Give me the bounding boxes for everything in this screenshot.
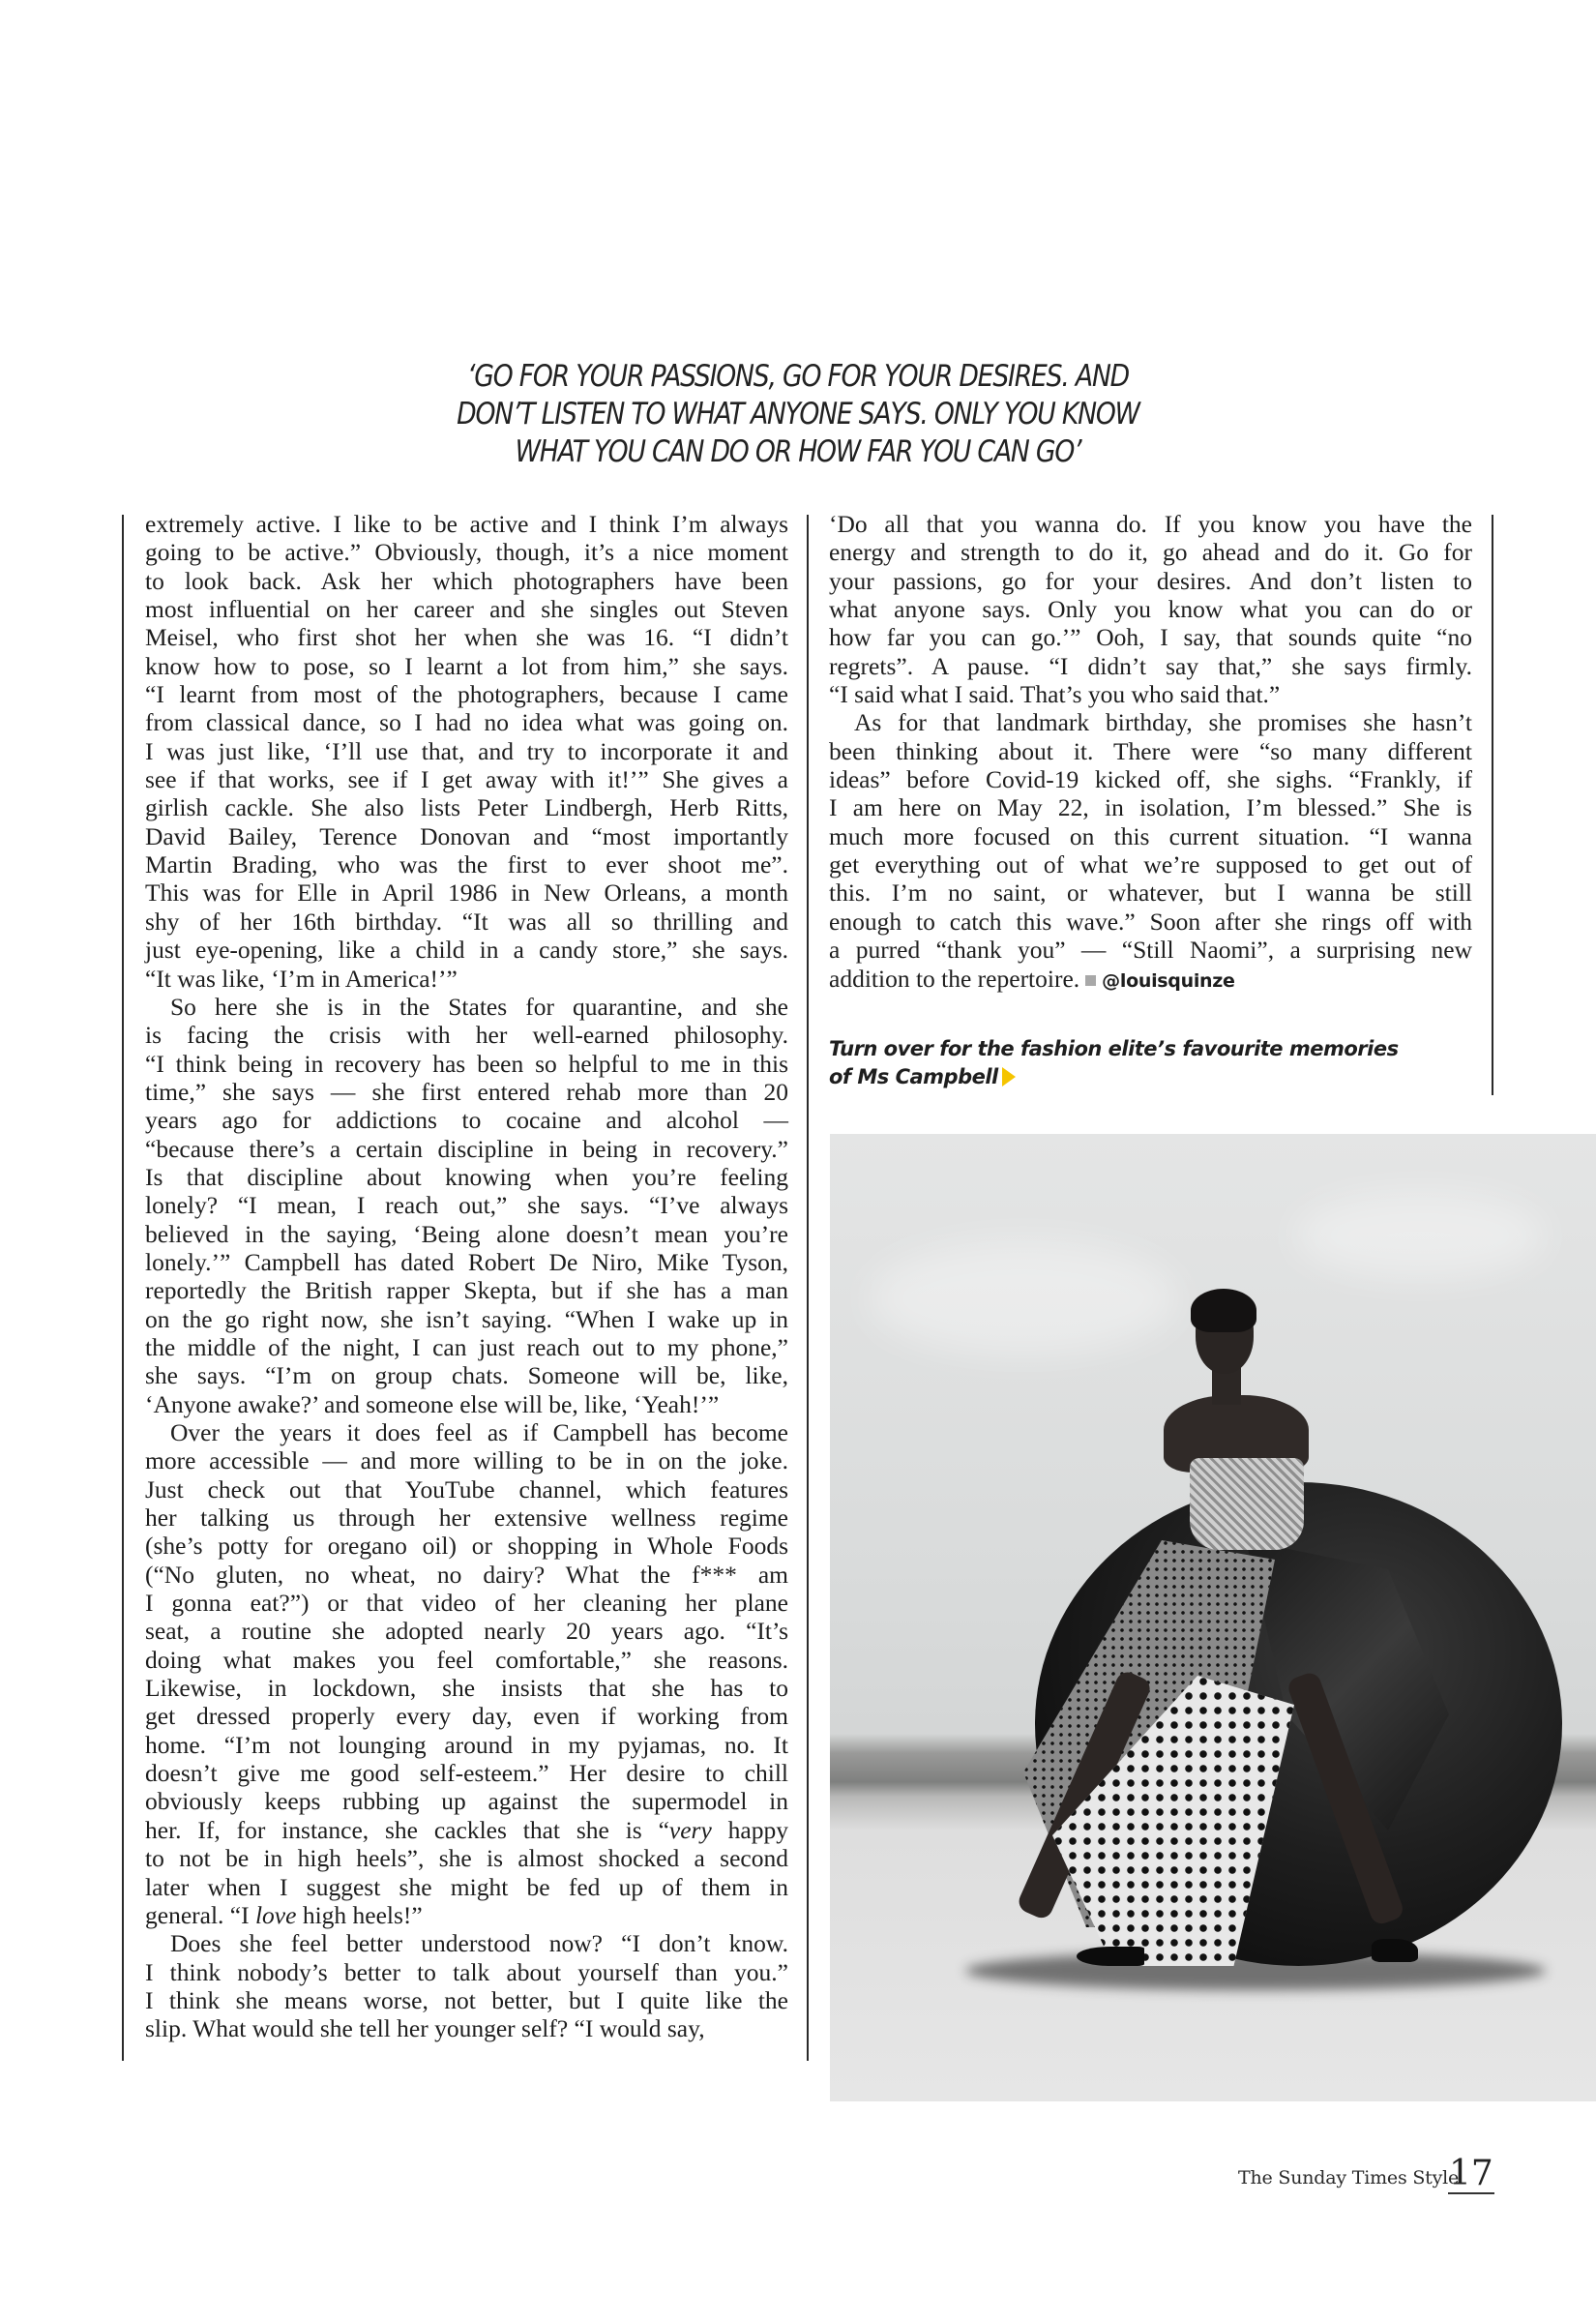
teaser-line: of Ms Campbell (829, 1065, 998, 1088)
article-line: “I think being in recovery has been so helpful to me in this (145, 1049, 788, 1078)
article-line: As for that landmark birthday, she promises she hasn’t (854, 708, 1472, 737)
article-line (829, 965, 1472, 993)
emphasis-text: very (668, 1815, 712, 1844)
article-line: years ago for addictions to cocaine and alcohol — (145, 1106, 788, 1135)
article-line: reportedly the British rapper Skepta, but if she has a man (145, 1276, 788, 1305)
article-line: seat, a routine she adopted nearly 20 years ago. “It’s (145, 1617, 788, 1646)
turn-over-teaser (829, 1035, 1458, 1091)
pull-quote-line: ‘GO FOR YOUR PASSIONS, GO FOR YOUR DESIRES. AND (466, 359, 1130, 394)
cloud-shape (869, 1240, 1178, 1356)
article-line: slip. What would she tell her younger self? “I would say, (145, 2014, 705, 2043)
article-line: know how to pose, so I learnt a lot from him,” she says. (145, 651, 788, 680)
article-line: home. “I’m not lounging around in my pyjamas, no. It (145, 1730, 788, 1759)
teaser-line: Turn over for the fashion elite’s favourite memories (829, 1037, 1399, 1060)
pull-quote (362, 358, 1235, 471)
article-line: I think she means worse, not better, but I quite like the (145, 1985, 788, 2014)
article-line: girlish cackle. She also lists Peter Lindbergh, Herb Ritts, (145, 793, 788, 822)
article-line: been thinking about it. There were “so many different (829, 736, 1472, 765)
center-column-rule (807, 515, 809, 2061)
article-line: Likewise, in lockdown, she insists that she has to (145, 1674, 788, 1703)
article-line: what anyone says. Only you know what you can do or (829, 595, 1472, 624)
model-hair (1191, 1289, 1256, 1332)
emphasis-text: love (254, 1900, 297, 1929)
model-shoe (1077, 1947, 1144, 1966)
pull-quote-line: DON’T LISTEN TO WHAT ANYONE SAYS. ONLY YOU KNOW (457, 397, 1139, 432)
article-line: she says. “I’m on group chats. Someone will be, like, (145, 1361, 788, 1390)
article-line: Just check out that YouTube channel, which features (145, 1474, 788, 1503)
article-line: the middle of the night, I can just reach out to my phone,” (145, 1332, 788, 1361)
article-line: is facing the crisis with her well-earned philosophy. (145, 1021, 788, 1050)
article-line: from classical dance, so I had no idea what was going on. (145, 708, 788, 737)
article-line: I think nobody’s better to talk about yourself than you.” (145, 1957, 788, 1986)
cloud-shape (1294, 1192, 1546, 1279)
article-line: believed in the saying, ‘Being alone doesn’t mean you’re (145, 1219, 788, 1248)
article-line-text: addition to the repertoire. (829, 964, 1080, 993)
article-line: “because there’s a certain discipline in being in recovery.” (145, 1134, 788, 1163)
article-line: (she’s potty for oregano oil) or shopping in Whole Foods (145, 1532, 788, 1561)
left-column-rule (122, 515, 124, 2061)
article-line: later when I suggest she might be fed up of them in (145, 1872, 788, 1901)
fashion-photo (830, 1134, 1596, 2101)
article-line: Over the years it does feel as if Campbell has become (170, 1418, 788, 1446)
article-line: a purred “thank you” — “Still Naomi”, a surprising new (829, 936, 1472, 965)
article-line: (“No gluten, no wheat, no dairy? What the f*** am (145, 1560, 788, 1589)
article-line: enough to catch this wave.” Soon after she rings off with (829, 907, 1472, 936)
page-number: 17 (1449, 2154, 1493, 2193)
article-line: doing what makes you feel comfortable,” she reasons. (145, 1645, 788, 1674)
article-line: “I learnt from most of the photographers, because I came (145, 680, 788, 709)
article-line: energy and strength to do it, go ahead and do it. Go for (829, 538, 1472, 567)
article-right-column (829, 510, 1472, 993)
article-line: “I said what I said. That’s you who said that.” (829, 680, 1281, 709)
article-line: I was just like, ‘I’ll use that, and try to incorporate it and (145, 736, 788, 765)
article-line: get everything out of what we’re supposed to get out of (829, 850, 1472, 879)
pull-quote-line: WHAT YOU CAN DO OR HOW FAR YOU CAN GO’ (515, 434, 1081, 469)
article-line: see if that works, see if I get away with it!’” She gives a (145, 765, 788, 794)
article-line: “It was like, ‘I’m in America!’” (145, 964, 458, 993)
article-line: lonely? “I mean, I reach out,” she says. “I’ve always (145, 1191, 788, 1220)
article-line: general. “I love high heels!” (145, 1900, 423, 1929)
article-line: to look back. Ask her which photographers have been (145, 566, 788, 595)
article-line: her talking us through her extensive wellness regime (145, 1503, 788, 1533)
article-line: Meisel, who first shot her when she was 16. “I didn’t (145, 623, 788, 652)
publication-name: The Sunday Times Style (1238, 2167, 1460, 2188)
article-line: your passions, go for your desires. And don’t listen to (829, 566, 1472, 595)
article-line: obviously keeps rubbing up against the supermodel in (145, 1787, 788, 1816)
article-line: extremely active. I like to be active and I think I’m always (145, 510, 788, 538)
article-line: Martin Brading, who was the first to ever shoot me”. (145, 850, 788, 879)
article-line: most influential on her career and she singles out Steven (145, 595, 788, 624)
model-shoe (1372, 1939, 1418, 1962)
article-line: lonely.’” Campbell has dated Robert De Niro, Mike Tyson, (145, 1247, 788, 1276)
article-line: ideas” before Covid-19 kicked off, she sighs. “Frankly, if (829, 765, 1472, 794)
article-line: ‘Do all that you wanna do. If you know you have the (829, 510, 1472, 538)
article-line: time,” she says — she first entered rehab more than 20 (145, 1077, 788, 1106)
article-line: how far you can go.’” Ooh, I say, that sounds quite “no (829, 623, 1472, 652)
article-line: I am here on May 22, in isolation, I’m blessed.” She is (829, 793, 1472, 822)
right-column-rule (1492, 515, 1493, 1095)
article-line: ‘Anyone awake?’ and someone else will be, like, ‘Yeah!’” (145, 1389, 720, 1418)
article-line: regrets”. A pause. “I didn’t say that,” she says firmly. (829, 651, 1472, 680)
article-line: This was for Elle in April 1986 in New Orleans, a month (145, 878, 788, 908)
article-line: much more focused on this current situation. “I wanna (829, 821, 1472, 850)
author-handle: @louisquinze (1102, 969, 1235, 992)
triangle-right-icon (1002, 1067, 1016, 1087)
article-line: I gonna eat?”) or that video of her cleaning her plane (145, 1589, 788, 1618)
article-line: her. If, for instance, she cackles that she is “very happy (145, 1815, 788, 1844)
gown-bodice (1190, 1458, 1304, 1550)
article-line: get dressed properly every day, even if working from (145, 1702, 788, 1731)
article-line: going to be active.” Obviously, though, it’s a nice moment (145, 538, 788, 567)
article-line: to not be in high heels”, she is almost shocked a second (145, 1844, 788, 1873)
article-line: shy of her 16th birthday. “It was all so thrilling and (145, 907, 788, 936)
end-mark-square-icon (1085, 975, 1096, 986)
article-line: doesn’t give me good self-esteem.” Her desire to chill (145, 1759, 788, 1788)
article-line: David Bailey, Terence Donovan and “most importantly (145, 821, 788, 850)
article-line: Does she feel better understood now? “I don’t know. (170, 1929, 788, 1958)
article-line: Is that discipline about knowing when you’re feeling (145, 1162, 788, 1191)
article-line: So here she is in the States for quarantine, and she (170, 992, 788, 1021)
article-line: more accessible — and more willing to be in on the joke. (145, 1446, 788, 1475)
article-line: just eye-opening, like a child in a candy store,” she says. (145, 936, 788, 965)
article-line: on the go right now, she isn’t saying. “When I wake up in (145, 1304, 788, 1333)
article-left-column (145, 510, 788, 2043)
article-line: this. I’m no saint, or whatever, but I wanna be still (829, 878, 1472, 908)
